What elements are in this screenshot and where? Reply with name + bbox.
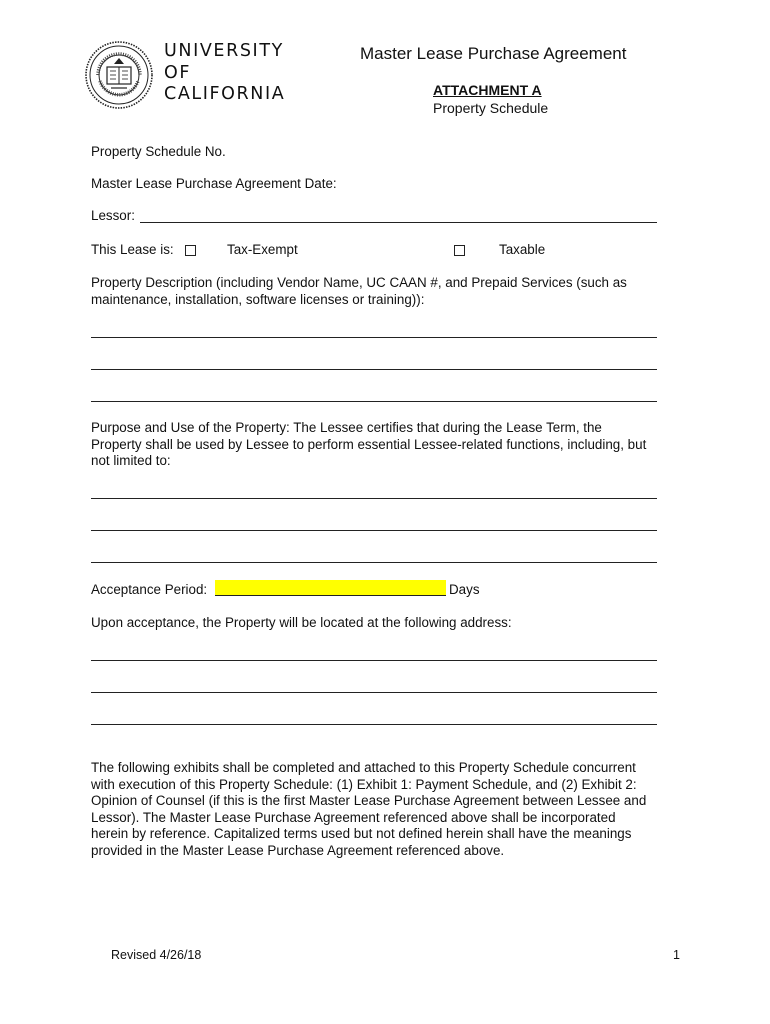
tax-exempt-label: Tax-Exempt xyxy=(227,242,298,257)
exhibits-line: provided in the Master Lease Purchase Agreement referenced above. xyxy=(91,842,505,858)
university-wordmark xyxy=(164,41,285,106)
acceptance-period-label: Acceptance Period: xyxy=(91,582,208,597)
purpose-use-line: Property shall be used by Lessee to perform essential Lessee-related functions, including, but xyxy=(91,436,647,452)
property-description-line-1[interactable] xyxy=(91,337,657,338)
purpose-use-line: not limited to: xyxy=(91,453,171,468)
acceptance-period-unit: Days xyxy=(449,582,480,597)
taxable-label: Taxable xyxy=(499,242,546,257)
property-description-line: Property Description (including Vendor Name, UC CAAN #, and Prepaid Services (such as xyxy=(91,275,627,290)
lease-type-label: This Lease is: xyxy=(91,242,174,257)
exhibits-line: with execution of this Property Schedule: (1) Exhibit 1: Payment Schedule, and (2) Exhibit 2: xyxy=(91,776,637,792)
university-seal-icon xyxy=(84,40,154,110)
purpose-use-text xyxy=(91,420,681,470)
exhibits-line: herein by reference. Capitalized terms used but not defined herein shall have the meanings xyxy=(91,826,632,841)
purpose-use-line-1[interactable] xyxy=(91,498,657,499)
address-line-1[interactable] xyxy=(91,660,657,661)
exhibits-line: Opinion of Counsel (if this is the first Master Lease Purchase Agreement between Lessee and xyxy=(91,793,647,808)
tax-exempt-checkbox[interactable] xyxy=(185,245,196,256)
acceptance-period-field[interactable] xyxy=(215,580,446,596)
property-description-line: maintenance, installation, software licenses or training)): xyxy=(91,291,425,307)
revised-date: Revised 4/26/18 xyxy=(111,948,202,962)
purpose-use-line-3[interactable] xyxy=(91,562,657,563)
agreement-date-label: Master Lease Purchase Agreement Date: xyxy=(91,176,337,191)
property-schedule-no-label: Property Schedule No. xyxy=(91,144,226,159)
attachment-subtitle: Property Schedule xyxy=(433,100,549,116)
exhibits-line: Lessor). The Master Lease Purchase Agreement referenced above shall be incorporated xyxy=(91,809,616,825)
document-title: Master Lease Purchase Agreement xyxy=(360,44,627,63)
exhibits-paragraph xyxy=(91,760,681,859)
property-description-text xyxy=(91,275,681,308)
attachment-label: ATTACHMENT A xyxy=(433,82,542,98)
lessor-field[interactable] xyxy=(140,222,657,223)
address-line-2[interactable] xyxy=(91,692,657,693)
address-line-3[interactable] xyxy=(91,724,657,725)
lessor-label: Lessor: xyxy=(91,208,135,223)
page-number: 1 xyxy=(673,948,680,962)
purpose-use-line: Purpose and Use of the Property: The Lessee certifies that during the Lease Term, the xyxy=(91,420,602,435)
property-description-line-2[interactable] xyxy=(91,369,657,370)
wordmark-line-3: CALIFORNIA xyxy=(164,84,286,104)
wordmark-line-1: UNIVERSITY xyxy=(164,41,284,61)
wordmark-line-2: OF xyxy=(164,62,192,83)
taxable-checkbox[interactable] xyxy=(454,245,465,256)
location-text: Upon acceptance, the Property will be located at the following address: xyxy=(91,615,512,630)
property-description-line-3[interactable] xyxy=(91,401,657,402)
purpose-use-line-2[interactable] xyxy=(91,530,657,531)
exhibits-line: The following exhibits shall be completed and attached to this Property Schedule concurrent xyxy=(91,760,636,775)
